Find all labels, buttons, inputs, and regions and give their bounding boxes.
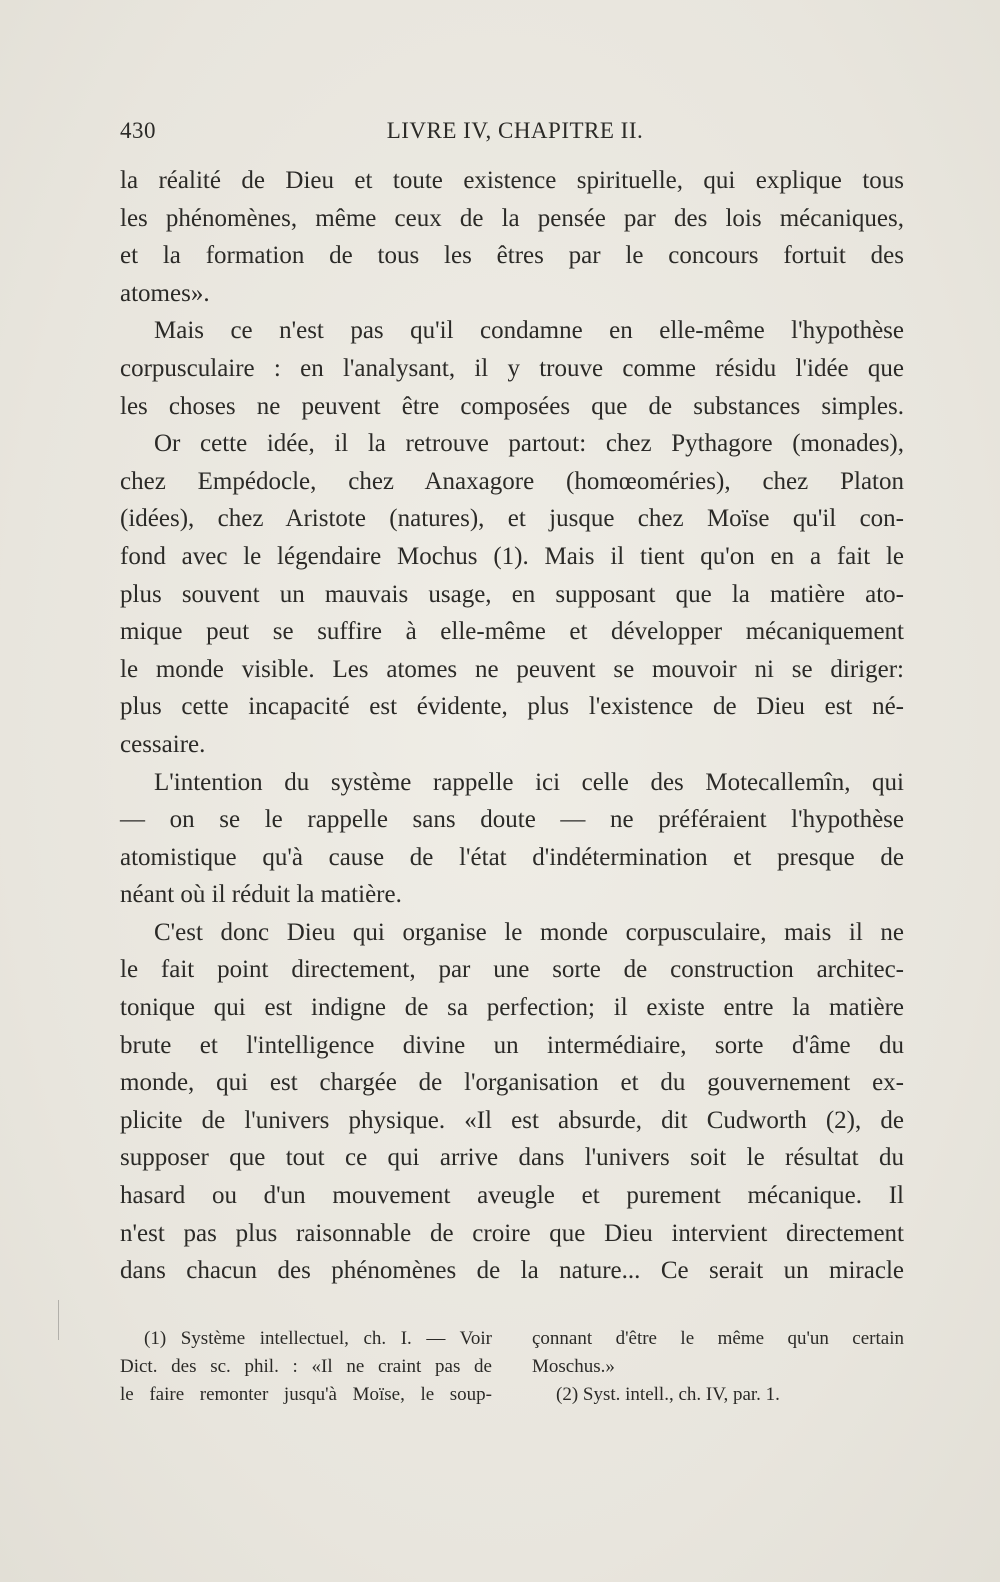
page-number: 430 — [120, 118, 156, 143]
text-line: atomes». — [120, 279, 210, 307]
text-line: plus cette incapacité est évidente, plus l'existence de Dieu est né- — [120, 693, 904, 721]
footnote-line: Moschus.» — [532, 1356, 615, 1377]
text-line: plus souvent un mauvais usage, en supposant que la matière ato- — [120, 580, 904, 608]
footnote-line: (1) Système intellectuel, ch. I. — Voir — [144, 1328, 492, 1349]
footnote-column-left — [120, 1325, 492, 1409]
text-line: L'intention du système rappelle ici celle des Motecallemîn, qui — [154, 768, 904, 796]
text-line: Or cette idée, il la retrouve partout: chez Pythagore (monades), — [154, 430, 904, 458]
text-line: (idées), chez Aristote (natures), et jusque chez Moïse qu'il con- — [120, 505, 904, 533]
text-line: plicite de l'univers physique. «Il est absurde, dit Cudworth (2), de — [120, 1106, 904, 1134]
running-head — [120, 118, 910, 148]
text-line: dans chacun des phénomènes de la nature... Ce serait un miracle — [120, 1257, 904, 1285]
footnote-line: (2) Syst. intell., ch. IV, par. 1. — [556, 1384, 780, 1405]
footnote-column-right — [532, 1325, 904, 1409]
footnote-line: le faire remonter jusqu'à Moïse, le soup- — [120, 1384, 492, 1405]
margin-mark — [58, 1300, 59, 1340]
text-line: chez Empédocle, chez Anaxagore (homœoméries), chez Platon — [120, 467, 904, 495]
text-line: néant où il réduit la matière. — [120, 881, 402, 909]
footnote-line: çonnant d'être le même qu'un certain — [532, 1328, 904, 1349]
text-line: les choses ne peuvent être composées que de substances simples. — [120, 392, 904, 420]
text-line: supposer que tout ce qui arrive dans l'univers soit le résultat du — [120, 1144, 904, 1172]
text-line: le fait point directement, par une sorte de construction architec- — [120, 956, 904, 984]
text-line: Mais ce n'est pas qu'il condamne en elle-même l'hypothèse — [154, 317, 904, 345]
footnote-line: Dict. des sc. phil. : «Il ne craint pas de — [120, 1356, 492, 1377]
text-line: le monde visible. Les atomes ne peuvent se mouvoir ni se diriger: — [120, 655, 904, 683]
text-line: fond avec le légendaire Mochus (1). Mais il tient qu'on en a fait le — [120, 542, 904, 570]
text-line: les phénomènes, même ceux de la pensée par des lois mécaniques, — [120, 204, 904, 232]
text-line: brute et l'intelligence divine un intermédiaire, sorte d'âme du — [120, 1031, 904, 1059]
text-line: mique peut se suffire à elle-même et développer mécaniquement — [120, 618, 904, 646]
text-line: cessaire. — [120, 730, 206, 758]
text-line: tonique qui est indigne de sa perfection; il existe entre la matière — [120, 994, 904, 1022]
body-text — [120, 162, 904, 1290]
chapter-title: LIVRE IV, CHAPITRE II. — [386, 118, 644, 143]
text-line: n'est pas plus raisonnable de croire que Dieu intervient directement — [120, 1219, 904, 1247]
text-line: — on se le rappelle sans doute — ne préféraient l'hypothèse — [120, 806, 904, 834]
text-line: atomistique qu'à cause de l'état d'indétermination et presque de — [120, 843, 904, 871]
text-line: la réalité de Dieu et toute existence spirituelle, qui explique tous — [120, 167, 904, 194]
text-line: C'est donc Dieu qui organise le monde corpusculaire, mais il ne — [154, 918, 904, 946]
text-line: corpusculaire : en l'analysant, il y trouve comme résidu l'idée que — [120, 354, 904, 382]
text-line: hasard ou d'un mouvement aveugle et purement mécanique. Il — [120, 1182, 904, 1210]
text-line: monde, qui est chargée de l'organisation et du gouvernement ex- — [120, 1069, 904, 1097]
text-line: et la formation de tous les êtres par le concours fortuit des — [120, 242, 904, 270]
